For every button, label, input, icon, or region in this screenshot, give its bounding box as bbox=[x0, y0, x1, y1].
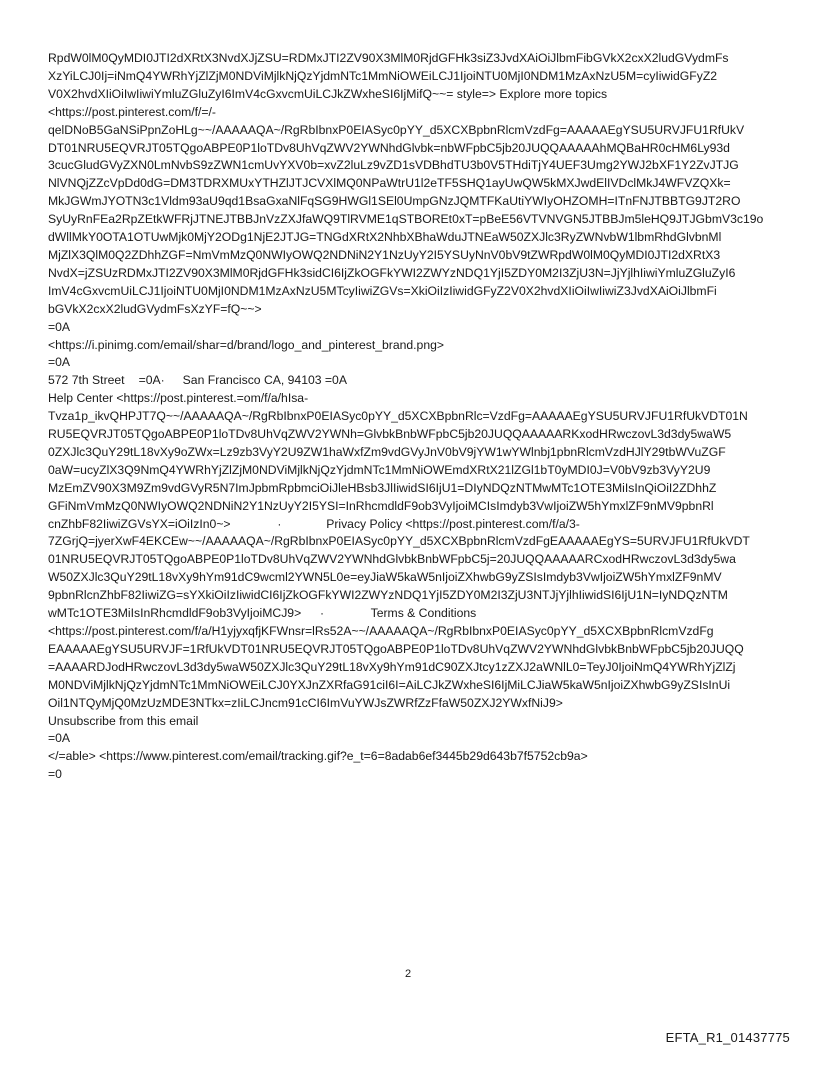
privacy-line bbox=[48, 516, 780, 534]
encoded-line: DT01NRU5EQVRJT05TQgoABPE0P1loTDv8UhVqZWV2YWNhdGlvbk=nbWFpbC5jb20JUQQAAAAAhMQBaHR0cHM6Ly93d bbox=[48, 140, 730, 155]
encoded-line: NlVNQjZZcVpDd0dG=DM3TDRXMUxYTHZlJTJCVXlMQ0NPaWtrU1l2eTF5SHQ1ayUwQW5kMXJwdElIVDclMkJ4WFVZQXk= bbox=[48, 176, 731, 191]
encoded-line: qelDNoB5GaNSiPpnZoHLg~~/AAAAAQA~/RgRbIbnxP0EIASyc0pYY_d5XCXBpbnRlcmVzdFg=AAAAAEgYSU5URVJFU1RfUkV bbox=[48, 122, 745, 137]
logo-url-line[interactable]: <https://i.pinimg.com/email/shar=d/brand/logo_and_pinterest_brand.png> bbox=[48, 337, 445, 352]
separator-dot: · bbox=[277, 516, 282, 531]
address-line bbox=[48, 372, 780, 390]
encoded-line: 9pbnRlcnZhbF82IiwiZG=sYXkiOiIzIiwidCI6IjZkOGFkYWI2ZWYzNDQ1YjI5ZDY0M2I3ZjU3NTJjYjlhIiwidSI6IjU1N=IyNDQzNTM bbox=[48, 588, 728, 603]
help-center-link[interactable]: Help Center <https://post.pinterest.=om/f/a/hIsa- bbox=[48, 391, 309, 406]
encoded-line: RpdW0lM0QyMDI0JTI2dXRtX3NvdXJjZSU=RDMxJTI2ZV90X3MlM0RjdGFHk3siZ3JvdXAiOiJlbmFibGVkX2cxX2ludGVydmFs bbox=[48, 51, 729, 65]
encoded-line: XzYiLCJ0Ij=iNmQ4YWRhYjZlZjM0NDViMjlkNjQzYjdmNTc1MmNiOWEiLCJ1IjoiNTU0MjI0NDM1MzAxNzU5M=cyIiwidGFyZ2 bbox=[48, 68, 718, 83]
privacy-policy-link[interactable]: Privacy Policy <https://post.pinterest.com/f/a/3- bbox=[326, 516, 580, 531]
encoded-line: SyUyRnFEa2RpZEtkWFRjJTNEJTBBJnVzZXJfaWQ9TlRVME1qSTBOREt0xT=pBeE56VTVNVGN5JTBBJm5leHQ9JTJGbmV3c19o bbox=[48, 212, 764, 227]
unsubscribe-link[interactable]: Unsubscribe from this email bbox=[48, 713, 199, 728]
page-number: 2 bbox=[404, 968, 412, 980]
encoded-line: =0A bbox=[48, 319, 71, 334]
encoded-line: =0A bbox=[48, 731, 71, 746]
encoded-line: MkJGWmJYOTN3c1Vldm93aU9qd1BsaGxaNlFqSG9HWGl1SEl0UmpGNzJQMTFKaUtiYWIyOHZOMH=ITnFNJTBBTG9JT2RO bbox=[48, 194, 741, 209]
encoded-line: EAAAAAEgYSU5URVJF=1RfUkVDT01NRU5EQVRJT05TQgoABPE0P1loTDv8UhVqZWV2YWNhdGlvbkBnbWFpbC5jb20JUQQ bbox=[48, 641, 744, 656]
encoded-text: cnZhbF82IiwiZGVsYX=iOiIzIn0~> bbox=[48, 516, 231, 531]
encoded-line: <https://post.pinterest.com/f/=/- bbox=[48, 104, 216, 119]
encoded-line: =0A bbox=[48, 355, 71, 370]
encoded-line: =AAAARDJodHRwczovL3d3dy5waW50ZXJlc3QuY29tL18vXy9hYm91dC90ZXJtcy1zZXJ2aWNlL0=TeyJ0IjoiNmQ4YWRhYjZlZj bbox=[48, 659, 736, 674]
encoded-line: 0ZXJlc3QuY29tL18vXy9oZWx=Lz9zb3VyY2U9ZW1haWxfZm9vdGVyJnV0bV9jYW1wYWlnbj1pbnRlcmVzdHJlY29tbWVuZGF bbox=[48, 444, 726, 459]
encoded-line: <https://post.pinterest.com/f/a/H1yjyxqfjKFWnsr=lRs52A~~/AAAAAQA~/RgRbIbnxP0EIASyc0pYY_d5XCXBpbnRlcmVzdFg bbox=[48, 624, 714, 638]
encoded-line: Oil1NTQyMjQ0MzUzMDE3NTkx=zIiLCJncm91cCI6ImVuYWJsZWRfZzFfaW50ZXJ2YWxfNiJ9> bbox=[48, 695, 563, 710]
document-id: EFTA_R1_01437775 bbox=[665, 1030, 790, 1045]
encoded-line: bGVkX2cxX2ludGVydmFsXzYF=fQ~~> bbox=[48, 301, 262, 316]
terms-line bbox=[48, 605, 780, 623]
encoded-line: RU5EQVRJT05TQgoABPE0P1loTDv8UhVqZWV2YWNh=GlvbkBnbWFpbC5jb20JUQQAAAAARKxodHRwczovL3d3dy5waW5 bbox=[48, 427, 732, 442]
terms-conditions-link[interactable]: Terms & Conditions bbox=[370, 606, 477, 621]
encoded-line: 3cucGludGVyZXN0LmNvbS9zZWN1cmUvYXV0b=xvZ2luLz9vZD1sVDBhdTU3b0V5THdiTjY4UEF3Umg2YWJ2bXF1Y2ZvJTJG bbox=[48, 158, 739, 173]
encoded-line: W50ZXJlc3QuY29tL18vXy9hYm91dC9wcml2YWN5L0e=eyJiaW5kaW5nIjoiZXhwbG9yZSIsImdyb3VwIjoiZW5hYmxlZF9nMV bbox=[48, 570, 722, 585]
encoded-text: wMTc1OTE3MiIsInRhcmdldF9ob3VyIjoiMCJ9> bbox=[48, 606, 302, 621]
email-body bbox=[48, 50, 780, 784]
separator-dot: · bbox=[319, 606, 325, 621]
encoded-line: 0aW=ucyZlX3Q9NmQ4YWRhYjZlZjM0NDViMjlkNjQzYjdmNTc1MmNiOWEmdXRtX21lZGl1bT0yMDI0J=V0bV9zb3VyY2U9 bbox=[48, 462, 711, 477]
encoded-line: MzEmZV90X3M9Zm9vdGVyR5N7ImJpbmRpbmciOiJleHBsb3JlIiwidSI6IjU1=DIyNDQzNTMwMTc1OTE3MiIsInQiOiI2ZDhhZ bbox=[48, 480, 717, 495]
encoded-line: 01NRU5EQVRJT05TQgoABPE0P1loTDv8UhVqZWV2YWNhdGlvbkBnbWFpbC5j=20JUQQAAAAARCxodHRwczovL3d3dy5wa bbox=[48, 552, 736, 567]
encoded-line: MjZlX3QlM0Q2ZDhhZGF=NmVmMzQ0NWIyOWQ2NDNiN2Y1NzUyY2I5YSUyNnV0bV9tZWRpdW0lM0QyMDI0JTI2dXRtX3 bbox=[48, 247, 721, 262]
encoded-line: dWllMkY0OTA1OTUwMjk0MjY2ODg1NjE2JTJG=TNGdXRtX2NhbXBhaWduJTNEaW50ZXJlc3RyZWNvbW1lbmRhdGlvbnMl bbox=[48, 230, 722, 245]
encoded-line: M0NDViMjlkNjQzYjdmNTc1MmNiOWEiLCJ0YXJnZXRfaG91ciI6I=AiLCJkZWxheSI6IjMiLCJiaW5kaW5nIjoiZXhwbG9yZSIsInUi bbox=[48, 677, 731, 692]
encoded-line: GFiNmVmMzQ0NWIyOWQ2NDNiN2Y1NzUyY2I5YSI=InRhcmdldF9ob3VyIjoiMCIsImdyb3VwIjoiZW5hYmxlZF9nMV9pbnRl bbox=[48, 498, 714, 513]
explore-topics-line[interactable]: V0X2hvdXIiOiIwIiwiYmluZGluZyI6ImV4cGxvcmUiLCJkZWxheSI6IjMifQ~~= style=> Explore more topics bbox=[48, 86, 608, 101]
encoded-line: Tvza1p_ikvQHPJT7Q~~/AAAAAQA~/RgRbIbnxP0EIASyc0pYY_d5XCXBpbnRlc=VzdFg=AAAAAEgYSU5URVJFU1RfUkVDT01N bbox=[48, 409, 748, 424]
street-address: 572 7th Street bbox=[48, 373, 125, 388]
encoded-line: ImV4cGxvcmUiLCJ1IjoiNTU0MjI0NDM1MzAxNzU5MTcyIiwiZGVs=XkiOiIzIiwidGFyZ2V0X2hvdXIiOiIwIiwiZ3JvdXAiOiJlbmFi bbox=[48, 283, 717, 298]
encoded-line: =0 bbox=[48, 767, 62, 782]
encoded-line: 7ZGrjQ=jyerXwF4EKCEw~~/AAAAAQA~/RgRbIbnxP0EIASyc0pYY_d5XCXBpbnRlcmVzdFgEAAAAAEgYS=5URVJFU1RfUkVDT bbox=[48, 534, 750, 549]
city-address: San Francisco CA, 94103 =0A bbox=[182, 373, 347, 388]
encoded-line: NvdX=jZSUzRDMxJTI2ZV90X3MlM0RjdGFHk3sidCI6IjZkOGFkYWI2ZWYzNDQ1YjI5ZDY0M2I3ZjU3N=JjYjlhIiwiYmluZGluZyI6 bbox=[48, 265, 736, 280]
address-separator: =0A· bbox=[138, 373, 165, 388]
tracking-line: </=able> <https://www.pinterest.com/email/tracking.gif?e_t=6=8adab6ef3445b29d643b7f5752cb9a> bbox=[48, 749, 588, 764]
